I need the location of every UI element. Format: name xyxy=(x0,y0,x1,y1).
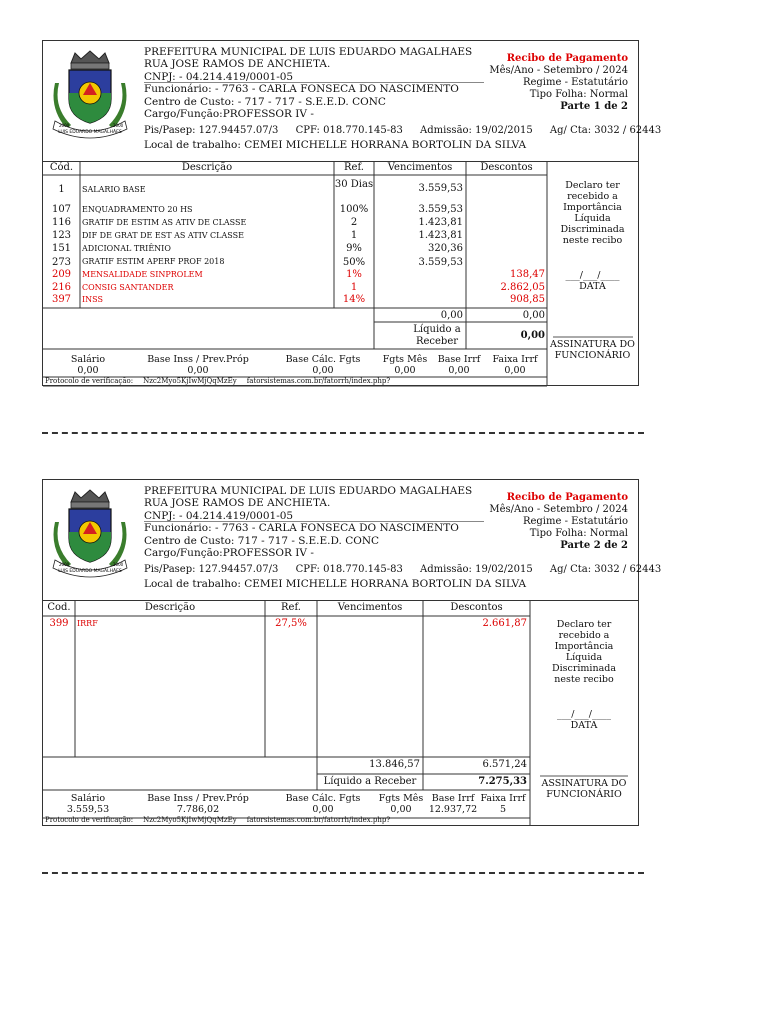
receipt-part: Parte 2 de 2 xyxy=(560,540,628,551)
receipt-sheet-type: Tipo Folha: Normal xyxy=(529,89,628,100)
receipt-part: Parte 1 de 2 xyxy=(560,101,628,112)
footer-value-salary: 3.559,53 xyxy=(66,804,110,815)
svg-text:LUIS EDUARDO MAGALHÃES: LUIS EDUARDO MAGALHÃES xyxy=(58,569,122,574)
slip-header xyxy=(43,41,662,162)
net-label: Líquido a Receber xyxy=(413,324,461,347)
total-earnings: 0,00 xyxy=(440,310,463,321)
employee-name: Funcionário: - 7763 - CARLA FONSECA DO NASCIMENTO xyxy=(144,522,459,535)
footer-label-faixa-irrf: Faixa Irrf xyxy=(480,793,526,804)
verification-protocol: Protocolo de verificação: Nzc2Myo5KjIwMjQqMzEy fatorsistemas.com.br/fatorrh/index.php? xyxy=(45,377,391,385)
receipt-title: Recibo de Pagamento xyxy=(506,53,628,64)
col-header-description: Descrição xyxy=(181,162,233,173)
workplace: Local de trabalho: CEMEI MICHELLE HORRANA BORTOLIN DA SILVA xyxy=(144,139,527,151)
col-header-deductions: Descontos xyxy=(480,162,533,173)
footer-value-base-inss: 0,00 xyxy=(187,365,209,376)
payslip-part-2: LUIS EDUARDO MAGALHÃES 2000 2000 PREFEITURA MUNICIPAL DE LUIS EDUARDO MAGALHAES RUA JOSE RAMOS DE ANCHIETA. CNPJ: - 04.214.419/0001-05 Funcionário: - 7763 - CARLA FONSECA DO NASCIMENTO Centro de Custo: 717 - 717 - S.E.E.D. CONC Cargo/Função:PROFESSOR IV - Recibo de Pagamento Mês/Ano - Setembro / 2024 Regime - Estatutário Tipo Folha: Normal Parte 2 de 2 Pis/Pasep: 127.94457.07/3 CPF: 018.770.145-83 Admissão: 19/02/2015 Ag/ Cta: 3032 / 62443 Local de trabalho: CEMEI MICHELLE HORRANA BORTOLIN DA SILVA Cod. Descrição Ref. Vencimentos Descontos 399 IRRF 27,5% 2.661,87 13.846,57 6.571,24 Líquido a Receber 7.275,33 Declaro ter recebido a Importância Líquida Discriminada neste recibo ___/___/____ DATA ASSINATURA DO FUNCIONÁRIO Salário 3.559,53 Base Inss / Prev.Próp 7.786,02 Base Cálc. Fgts 0,00 Fgts Mês 0,00 Base Irrf 12.937,72 Faixa Irrf 5 Protocolo de verificação: Nzc2Myo5KjIwMjQqMzEy fatorsistemas.com.br/fatorrh/index.php? xyxy=(42,479,639,826)
pis: Pis/Pasep: 127.94457.07/3 xyxy=(144,564,279,575)
total-deductions: 0,00 xyxy=(522,310,545,321)
declaration: Declaro ter recebido a Importância Líquida Discriminada neste recibo xyxy=(551,619,616,685)
footer-label-base-inss: Base Inss / Prev.Próp xyxy=(147,354,249,365)
footer-label-salary: Salário xyxy=(70,793,106,804)
net-amount: 7.275,33 xyxy=(478,776,527,787)
org-cnpj: CNPJ: - 04.214.419/0001-05 xyxy=(144,509,294,522)
footer-value-faixa-irrf: 5 xyxy=(499,804,507,815)
footer-label-fgts-month: Fgts Mês xyxy=(382,354,428,365)
total-deductions: 6.571,24 xyxy=(482,759,527,770)
footer-label-base-irrf: Base Irrf xyxy=(431,793,475,804)
receipt-title: Recibo de Pagamento xyxy=(506,492,628,503)
footer-value-base-fgts: 0,00 xyxy=(312,804,334,815)
admission: Admissão: 19/02/2015 xyxy=(420,564,533,575)
workplace: Local de trabalho: CEMEI MICHELLE HORRANA BORTOLIN DA SILVA xyxy=(144,578,527,590)
date-line: ___/___/____ xyxy=(565,270,620,281)
footer-label-base-inss: Base Inss / Prev.Próp xyxy=(147,793,249,804)
footer-value-base-irrf: 0,00 xyxy=(448,365,470,376)
municipal-crest-icon xyxy=(49,488,131,578)
svg-text:LUIS EDUARDO MAGALHÃES: LUIS EDUARDO MAGALHÃES xyxy=(58,130,122,135)
date-line: ___/___/____ xyxy=(557,709,611,720)
cost-center: Centro de Custo: - 717 - 717 - S.E.E.D. CONC xyxy=(144,95,386,108)
verification-protocol: Protocolo de verificação: Nzc2Myo5KjIwMjQqMzEy fatorsistemas.com.br/fatorrh/index.php? xyxy=(45,816,391,824)
footer-value-salary: 0,00 xyxy=(77,365,99,376)
cpf: CPF: 018.770.145-83 xyxy=(295,564,403,575)
employee-name: Funcionário: - 7763 - CARLA FONSECA DO NASCIMENTO xyxy=(144,83,459,96)
bank-account: Ag/ Cta: 3032 / 62443 xyxy=(549,564,662,575)
payslip-part-1: LUIS EDUARDO MAGALHÃES 2000 2000 PREFEITURA MUNICIPAL DE LUIS EDUARDO MAGALHAES RUA JOSE RAMOS DE ANCHIETA. CNPJ: - 04.214.419/0001-05 Funcionário: - 7763 - CARLA FONSECA DO NASCIMENTO Centro de Custo: - 717 - 717 - S.E.E.D. CONC Cargo/Função:PROFESSOR IV - Recibo de Pagamento Mês/Ano - Setembro / 2024 Regime - Estatutário Tipo Folha: Normal Parte 1 de 2 Pis/Pasep: 127.94457.07/3 CPF: 018.770.145-83 Admissão: 19/02/2015 Ag/ Cta: 3032 / 62443 Local de trabalho: CEMEI MICHELLE HORRANA BORTOLIN DA SILVA Cód. Descrição Ref. Vencimentos Descontos 1 SALARIO BASE 30 Dias 3.559,53 107 ENQUADRAMENTO 20 HS 100% 3.559,53 116 GRATIF DE ESTIM AS ATIV DE CLASSE 2 1.423,81 123 DIF DE GRAT DE EST AS ATIV CLASSE 1 1.423,81 151 ADICIONAL TRIÊNIO 9% 320,36 273 GRATIF ESTIM APERF PROF 2018 50% 3.559,53 209 MENSALIDADE SINPROLEM 1% 138,47 216 CONSIG SANTANDER 1 2.862,05 397 INSS 14% 908,85 0,00 0,00 Líquido a Receber 0,00 Declaro ter recebido a Importância Líquida Discriminada neste recibo ___/___/____ DATA ASSINATURA DO FUNCIONÁRIO Salário 0,00 Base Inss / Prev.Próp 0,00 Base Cálc. Fgts 0,00 Fgts Mês 0,00 Base Irrf 0,00 Faixa Irrf 0,00 Protocolo de verificação: Nzc2Myo5KjIwMjQqMzEy fatorsistemas.com.br/fatorrh/index.php? xyxy=(42,40,639,386)
footer-label-base-fgts: Base Cálc. Fgts xyxy=(285,354,361,365)
footer-label-faixa-irrf: Faixa Irrf xyxy=(492,354,538,365)
id-line xyxy=(144,564,675,575)
cut-line xyxy=(42,872,644,874)
footer-value-faixa-irrf: 0,00 xyxy=(504,365,526,376)
org-cnpj: CNPJ: - 04.214.419/0001-05 xyxy=(144,70,294,83)
net-amount: 0,00 xyxy=(520,330,545,341)
org-name: PREFEITURA MUNICIPAL DE LUIS EDUARDO MAGALHAES xyxy=(144,485,473,497)
cpf: CPF: 018.770.145-83 xyxy=(295,125,403,136)
cut-line xyxy=(42,432,644,434)
total-earnings: 13.846,57 xyxy=(369,759,420,770)
svg-text:2000: 2000 xyxy=(113,123,124,128)
receipt-info xyxy=(489,492,628,552)
date-label: DATA xyxy=(570,720,598,731)
receipt-period: Mês/Ano - Setembro / 2024 xyxy=(489,65,628,76)
role: Cargo/Função:PROFESSOR IV - xyxy=(144,547,314,560)
col-header-description: Descrição xyxy=(144,602,196,613)
col-header-ref: Ref. xyxy=(344,162,364,173)
declaration: Declaro ter recebido a Importância Líquida Discriminada neste recibo xyxy=(560,180,625,246)
footer-value-base-irrf: 12.937,72 xyxy=(428,804,478,815)
col-header-deductions: Descontos xyxy=(450,602,503,613)
receipt-period: Mês/Ano - Setembro / 2024 xyxy=(489,504,628,515)
footer-value-base-inss: 7.786,02 xyxy=(176,804,220,815)
footer-label-base-irrf: Base Irrf xyxy=(437,354,481,365)
net-label: Líquido a Receber xyxy=(323,776,417,787)
date-label: DATA xyxy=(579,281,606,292)
bank-account: Ag/ Cta: 3032 / 62443 xyxy=(549,125,662,136)
receipt-regime: Regime - Estatutário xyxy=(522,516,628,527)
receipt-sheet-type: Tipo Folha: Normal xyxy=(529,528,628,539)
municipal-crest-icon xyxy=(49,49,131,139)
col-header-code: Cod. xyxy=(47,602,71,613)
org-name: PREFEITURA MUNICIPAL DE LUIS EDUARDO MAGALHAES xyxy=(144,46,473,58)
organization-block xyxy=(144,46,472,120)
cost-center: Centro de Custo: 717 - 717 - S.E.E.D. CONC xyxy=(144,534,380,547)
role: Cargo/Função:PROFESSOR IV - xyxy=(144,108,314,121)
footer-label-salary: Salário xyxy=(70,354,106,365)
footer-value-fgts-month: 0,00 xyxy=(390,804,412,815)
org-address: RUA JOSE RAMOS DE ANCHIETA. xyxy=(144,58,331,71)
receipt-regime: Regime - Estatutário xyxy=(522,77,628,88)
footer-value-base-fgts: 0,00 xyxy=(312,365,334,376)
svg-text:2000: 2000 xyxy=(59,123,70,128)
col-header-earnings: Vencimentos xyxy=(337,602,403,613)
signature-label: ASSINATURA DO FUNCIONÁRIO xyxy=(541,778,627,800)
admission: Admissão: 19/02/2015 xyxy=(420,125,533,136)
organization-block xyxy=(144,485,472,559)
slip-header xyxy=(43,480,662,601)
pis: Pis/Pasep: 127.94457.07/3 xyxy=(144,125,279,136)
signature-label: ASSINATURA DO FUNCIONÁRIO xyxy=(550,339,635,361)
org-address: RUA JOSE RAMOS DE ANCHIETA. xyxy=(144,497,331,510)
svg-text:2000: 2000 xyxy=(59,562,70,567)
col-header-ref: Ref. xyxy=(281,602,301,613)
id-line xyxy=(144,125,675,136)
col-header-code: Cód. xyxy=(49,162,74,173)
svg-text:2000: 2000 xyxy=(113,562,124,567)
receipt-info xyxy=(489,53,628,113)
footer-value-fgts-month: 0,00 xyxy=(394,365,416,376)
footer-label-fgts-month: Fgts Mês xyxy=(378,793,424,804)
footer-label-base-fgts: Base Cálc. Fgts xyxy=(285,793,361,804)
col-header-earnings: Vencimentos xyxy=(387,162,453,173)
